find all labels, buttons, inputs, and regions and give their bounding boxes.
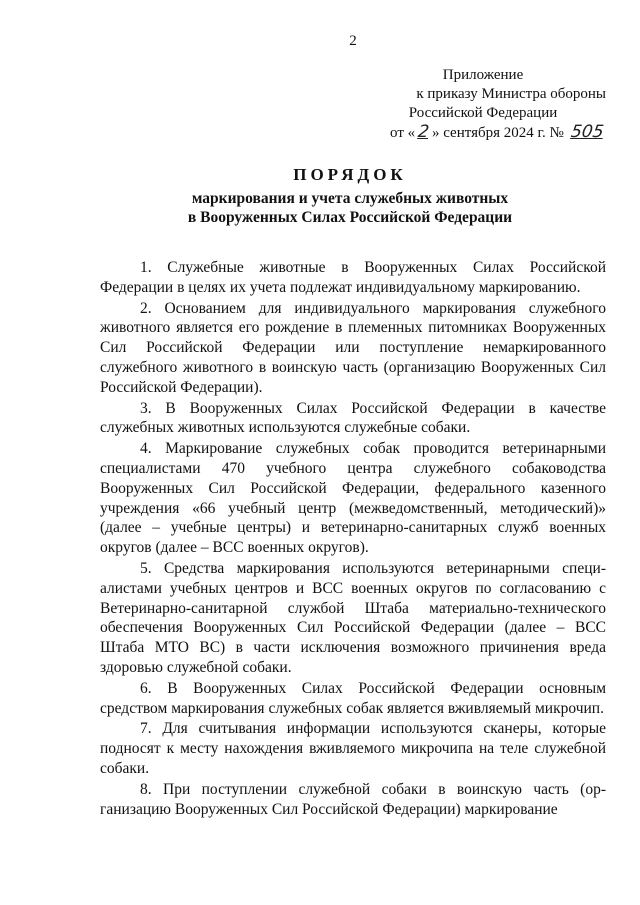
appendix-date-line — [360, 123, 606, 143]
paragraph-6: 6. В Вооруженных Силах Российской Федерации основным средством маркирования служебных собак является вживляемый микрочип. — [100, 679, 606, 717]
paragraph-8: 8. При поступлении служебной собаки в воинскую часть (организацию Вооруженных Сил Российской Федерации) маркирование — [100, 780, 606, 818]
paragraph-2: 2. Основанием для индивидуального маркирования служебного животного является его рождение в племенных питомниках Вооруженных Сил Российской Федерации или поступление немаркированного служебного животного в воинскую часть (организацию Вооруженных Сил Российской Федерации). — [100, 299, 606, 396]
appendix-order-line: к приказу Министра обороны — [416, 86, 606, 102]
paragraph-4: 4. Маркирование служебных собак проводится ветеринарными специалистами 470 учебного центра служебного собаководства Вооруженных Сил Российской Федерации, федерального казенного учреждения «66 учебный центр (межведомственный, методический)» (далее – учебные центры) и ветеринарно-санитарных служб военных округов (далее – ВСС военных округов). — [100, 440, 606, 557]
paragraph-1: 1. Служебные животные в Вооруженных Силах Российской Федерации в целях их учета подлежат индивидуальному маркированию. — [100, 259, 606, 296]
appendix-block — [360, 66, 606, 143]
appendix-federation-line: Российской Федерации — [408, 105, 558, 121]
date-suffix: » сентября 2024 г. № — [431, 125, 564, 141]
title-line-2: в Вооруженных Силах Российской Федерации — [187, 209, 513, 226]
paragraph-3: 3. В Вооруженных Силах Российской Федерации в качестве служебных животных используются служебные собаки. — [100, 399, 606, 437]
document-body — [100, 258, 606, 819]
paragraph-5: 5. Средства маркирования используются ветеринарными специалистами учебных центров и ВСС военных округов по согласованию с Ветеринарно-санитарной службой Штаба материально-технического обеспечения Вооруженных Сил Российской Федерации (далее – ВСС Штаба МТО ВС) в части исключения возможного причинения вреда здоровью служебной собаки. — [100, 559, 606, 676]
date-prefix: от « — [390, 125, 416, 141]
title-line-1: маркирования и учета служебных животных — [191, 190, 509, 207]
page-number: 2 — [349, 33, 357, 49]
title-heading: ПОРЯДОК — [293, 165, 407, 184]
appendix-title: Приложение — [442, 67, 524, 83]
handwritten-day: 2 — [416, 122, 431, 142]
paragraph-7: 7. Для считывания информации используются сканеры, которые подносят к месту нахождения вживляемого микрочипа на теле служебной собаки. — [100, 720, 606, 777]
document-title — [120, 164, 580, 227]
handwritten-order-number: 505 — [569, 122, 605, 142]
